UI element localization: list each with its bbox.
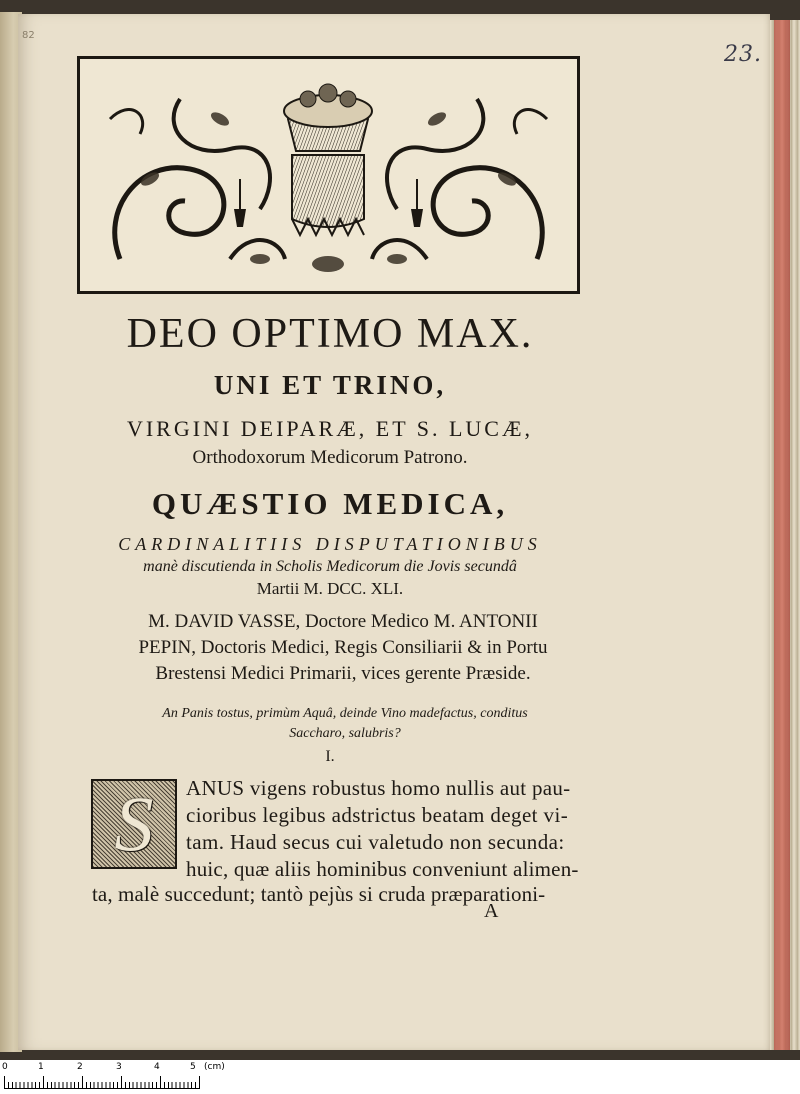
scale-number-5: 5 xyxy=(190,1062,196,1072)
body-line-4: huic, quæ aliis hominibus conveniunt alimen- xyxy=(186,857,579,881)
folio-number: 23. xyxy=(724,42,762,67)
dedication-line-3: VIRGINI DEIPARÆ, ET S. LUCÆ, xyxy=(126,416,534,441)
presider-block xyxy=(88,609,598,687)
dedication-line-4: Orthodoxorum Medicorum Patrono. xyxy=(192,447,468,468)
body-line-3: tam. Haud secus cui valetudo non secunda: xyxy=(186,830,565,854)
scale-number-3: 3 xyxy=(116,1062,122,1072)
question-line-1: An Panis tostus, primùm Aquâ, deinde Vino madefactus, conditus xyxy=(162,706,528,721)
dedication-line-1: DEO OPTIMO MAX. xyxy=(126,311,534,357)
dropcap-initial xyxy=(91,779,177,869)
scale-number-1: 1 xyxy=(38,1062,44,1072)
dropcap-letter: S xyxy=(114,780,154,867)
question-line-2: Saccharo, salubris? xyxy=(289,726,401,741)
scale-number-4: 4 xyxy=(154,1062,160,1072)
headpiece-ornament-drawing xyxy=(80,59,577,291)
headpiece-ornament xyxy=(77,56,580,294)
corner-mark: 82 xyxy=(22,30,35,41)
presider-line-1: M. DAVID VASSE, Doctore Medico M. ANTONII xyxy=(148,611,538,632)
quaestio-heading: QUÆSTIO MEDICA, xyxy=(151,486,509,521)
scale-bar xyxy=(0,1060,800,1094)
dedication-line-2: UNI ET TRINO, xyxy=(213,370,447,400)
disputation-year-line: Martii M. DCC. XLI. xyxy=(256,579,404,598)
ruler-major-ticks xyxy=(4,1076,200,1088)
thesis-question xyxy=(110,704,580,744)
scale-unit: (cm) xyxy=(204,1062,225,1072)
scale-number-0: 0 xyxy=(2,1062,8,1072)
disputation-line: CARDINALITIIS DISPUTATIONIBUS xyxy=(118,534,542,554)
scale-number-2: 2 xyxy=(77,1062,83,1072)
body-line-1: ANUS vigens robustus homo nullis aut pau- xyxy=(186,776,571,800)
disputation-date-line: manè discutienda in Scholis Medicorum die Jovis secundâ xyxy=(143,558,517,575)
signature-mark: A xyxy=(484,900,499,922)
red-page-edge xyxy=(774,20,790,1050)
section-numeral: I. xyxy=(325,748,335,765)
presider-line-3: Brestensi Medici Primarii, vices gerente Præside. xyxy=(155,663,531,684)
presider-line-2: PEPIN, Doctoris Medici, Regis Consiliarii & in Portu xyxy=(138,637,548,658)
body-line-2: cioribus legibus adstrictus beatam deget vi- xyxy=(186,803,569,827)
scale-numbers xyxy=(0,1062,260,1074)
body-line-5: ta, malè succedunt; tantò pejùs si cruda præparationi- xyxy=(92,882,546,906)
